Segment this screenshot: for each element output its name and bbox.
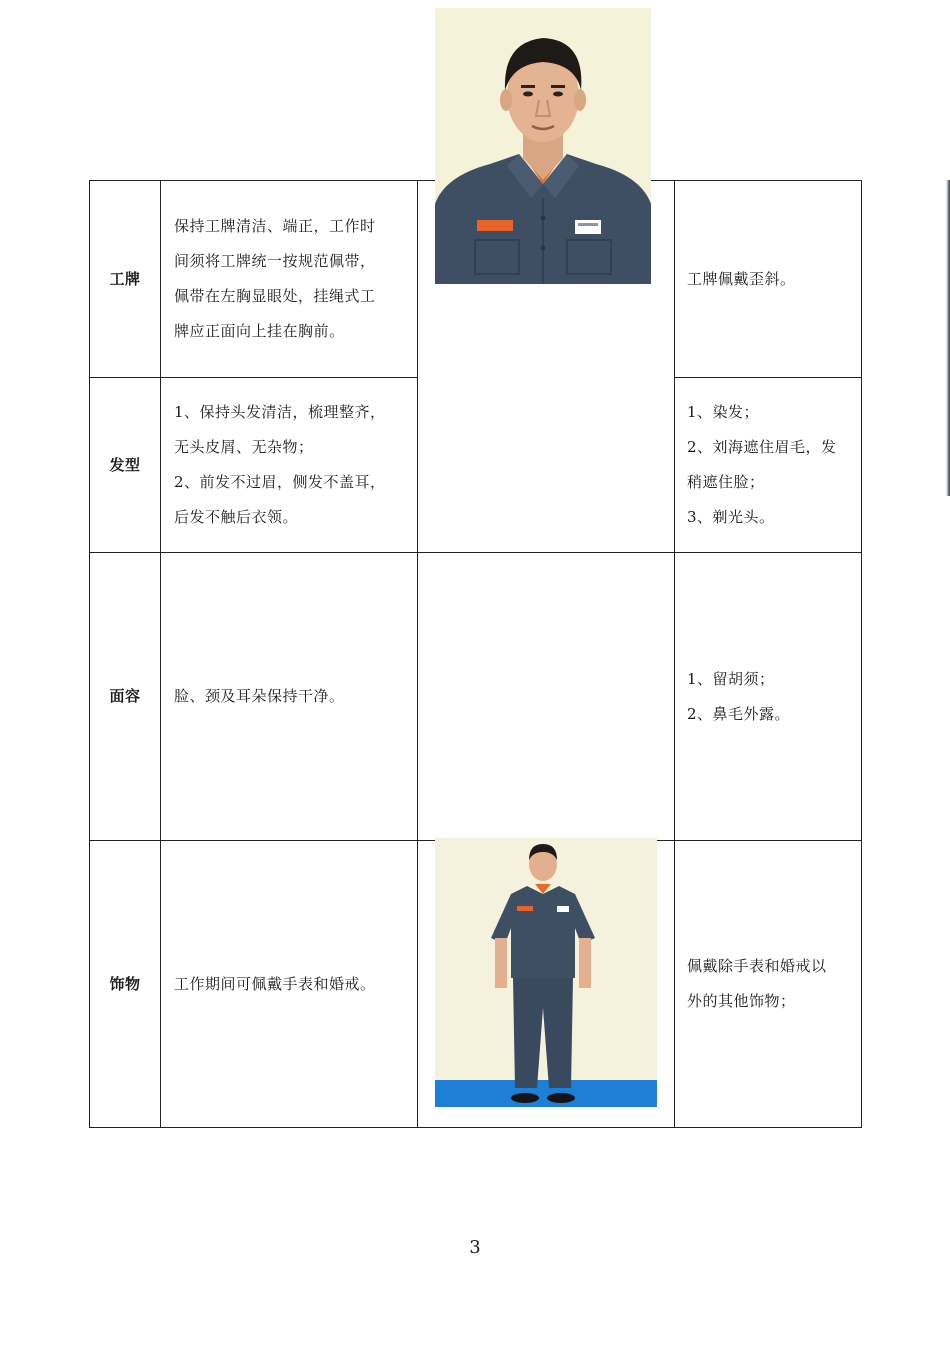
category-cell: 发型 [90, 378, 161, 553]
violation-cell: 1、留胡须； 2、鼻毛外露。 [675, 553, 862, 841]
page-edge-mark [946, 180, 950, 496]
portrait-photo [435, 8, 651, 284]
full-body-illustration [435, 838, 657, 1107]
requirement-cell: 脸、颈及耳朵保持干净。 [161, 553, 418, 841]
category-cell: 工牌 [90, 181, 161, 378]
example-image-cell [418, 553, 675, 841]
full-body-photo [435, 838, 657, 1107]
violation-cell: 1、染发； 2、刘海遮住眉毛，发 稍遮住脸； 3、剃光头。 [675, 378, 862, 553]
requirement-cell: 1、保持头发清洁，梳理整齐， 无头皮屑、无杂物； 2、前发不过眉，侧发不盖耳， 后发不触后衣领。 [161, 378, 418, 553]
violation-cell: 佩戴除手表和婚戒以 外的其他饰物； [675, 841, 862, 1128]
category-cell: 饰物 [90, 841, 161, 1128]
page-number: 3 [469, 1237, 481, 1258]
category-cell: 面容 [90, 553, 161, 841]
portrait-illustration [435, 8, 651, 284]
violation-cell: 工牌佩戴歪斜。 [675, 181, 862, 378]
requirement-cell: 保持工牌清洁、端正，工作时 间须将工牌统一按规范佩带， 佩带在左胸显眼处，挂绳式工 牌应正面向上挂在胸前。 [161, 181, 418, 378]
requirement-cell: 工作期间可佩戴手表和婚戒。 [161, 841, 418, 1128]
table-row [90, 553, 862, 841]
